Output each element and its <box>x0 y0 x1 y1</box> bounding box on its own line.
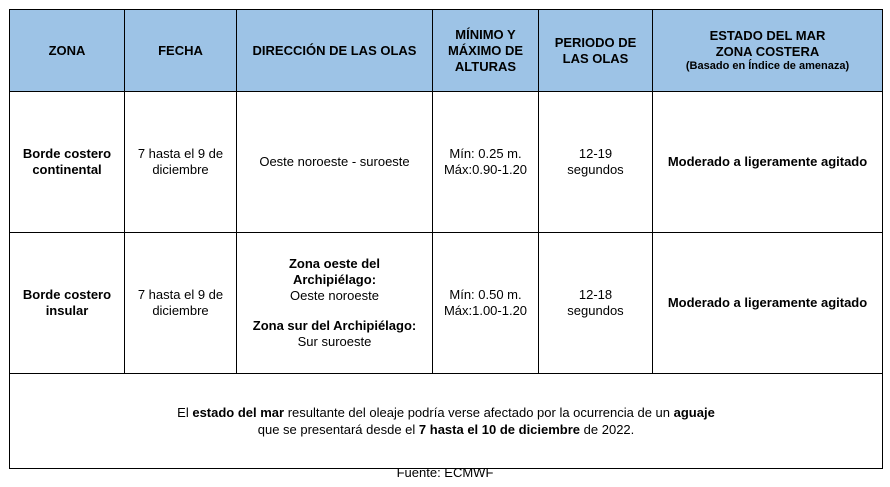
cell-alturas: Mín: 0.50 m. Máx:1.00-1.20 <box>433 233 539 374</box>
direccion-zona-oeste-text: Oeste noroeste <box>290 288 379 303</box>
cell-fecha: 7 hasta el 9 de diciembre <box>125 92 237 233</box>
cell-periodo: 12-19 segundos <box>539 92 653 233</box>
direccion-zona-oeste-head: Zona oeste del <box>288 256 381 271</box>
cell-fecha: 7 hasta el 9 de diciembre <box>125 233 237 374</box>
table-row <box>10 233 883 374</box>
header-alturas: MÍNIMO Y MÁXIMO DE ALTURAS <box>433 10 539 92</box>
source-caption: Fuente: ECMWF <box>396 465 494 480</box>
cell-estado: Moderado a ligeramente agitado <box>653 233 883 374</box>
header-periodo: PERIODO DE LAS OLAS <box>539 10 653 92</box>
header-fecha: FECHA <box>125 10 237 92</box>
cell-alturas: Mín: 0.25 m. Máx:0.90-1.20 <box>433 92 539 233</box>
forecast-table-container <box>9 9 882 469</box>
cell-periodo: 12-18 segundos <box>539 233 653 374</box>
cell-direccion <box>237 233 433 374</box>
header-row <box>10 10 883 92</box>
cell-direccion: Oeste noroeste - suroeste <box>237 92 433 233</box>
header-estado: ESTADO DEL MAR ZONA COSTERA (Basado en Índice de amenaza) <box>653 10 883 92</box>
header-direccion: DIRECCIÓN DE LAS OLAS <box>237 10 433 92</box>
cell-zona: Borde costero continental <box>10 92 125 233</box>
forecast-table <box>9 9 883 469</box>
header-zona: ZONA <box>10 10 125 92</box>
direccion-zona-sur-head: Zona sur del Archipiélago: <box>252 318 417 333</box>
direccion-zona-sur-text: Sur suroeste <box>297 334 372 349</box>
direccion-zona-oeste-head-2: Archipiélago: <box>292 272 377 287</box>
note-row <box>10 374 883 469</box>
table-row <box>10 92 883 233</box>
cell-zona: Borde costero insular <box>10 233 125 374</box>
note-cell: El estado del mar resultante del oleaje podría verse afectado por la ocurrencia de un aguaje que se presentará desde el 7 hasta el 10 de diciembre de 2022. <box>10 374 883 469</box>
cell-estado: Moderado a ligeramente agitado <box>653 92 883 233</box>
